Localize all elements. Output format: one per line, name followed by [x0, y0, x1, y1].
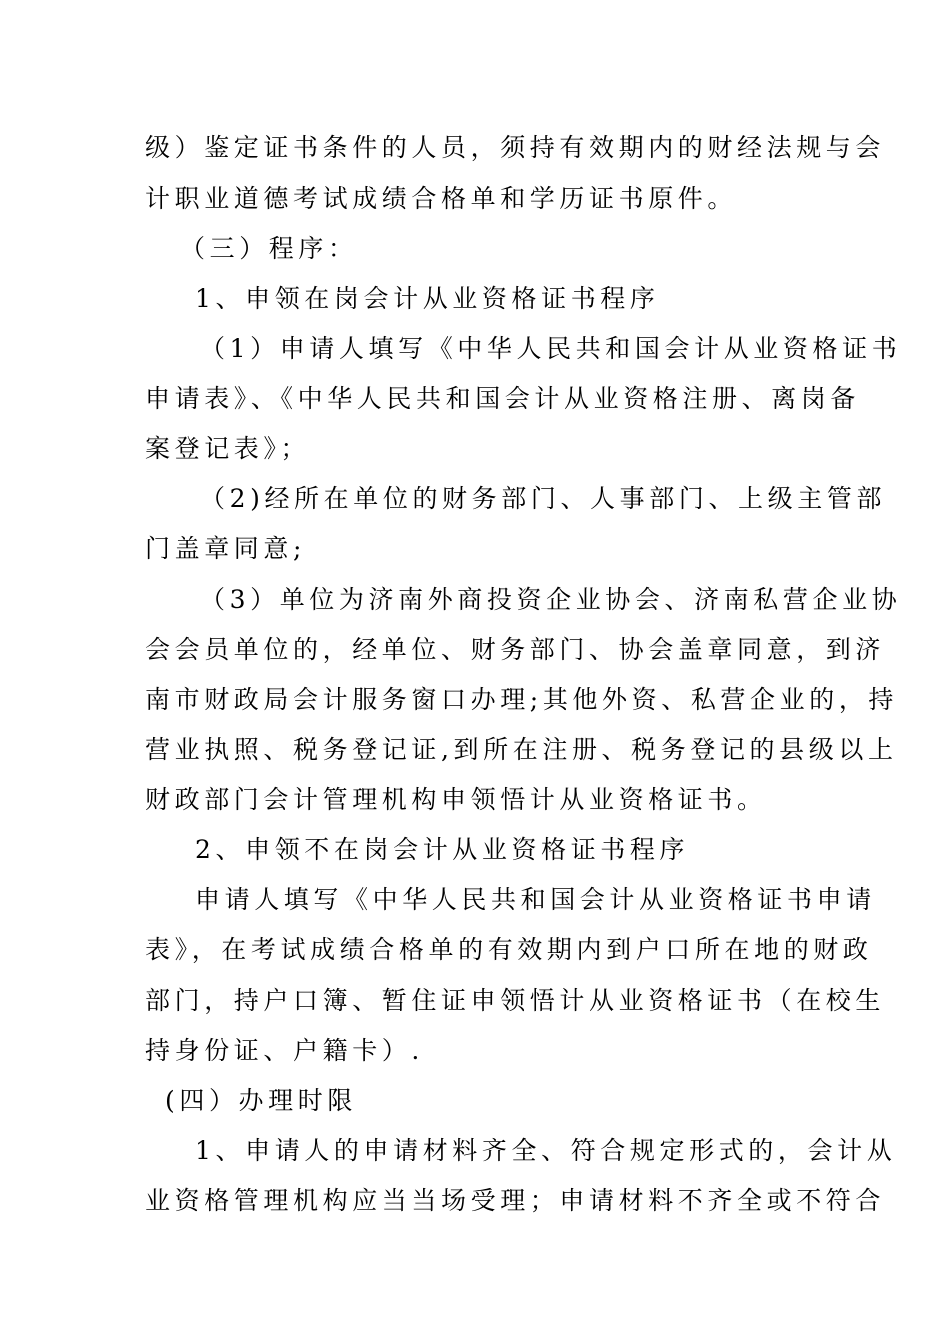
paragraph-line: 案登记表》； — [145, 434, 311, 463]
paragraph-line: 级）鉴定证书条件的人员，须持有效期内的财经法规与会 — [145, 133, 886, 162]
paragraph-line: 申请表》、《中华人民共和国会计从业资格注册、离岗备 — [145, 384, 861, 413]
paragraph-line: 营业执照、税务登记证,到所在注册、税务登记的县级以上 — [145, 735, 898, 764]
paragraph-line: 门盖章同意; — [145, 534, 307, 563]
paragraph-line: （2)经所在单位的财务部门、人事部门、上级主管部 — [200, 484, 887, 513]
paragraph-line: 持身份证、户籍卡）. — [145, 1036, 424, 1065]
paragraph-line: 1、申请人的申请材料齐全、符合规定形式的，会计从 — [195, 1136, 897, 1165]
paragraph-line: 申请人填写《中华人民共和国会计从业资格证书申请 — [195, 885, 876, 914]
paragraph-line: 计职业道德考试成绩合格单和学历证书原件。 — [145, 184, 738, 213]
subsection-heading: 1、申领在岗会计从业资格证书程序 — [195, 284, 660, 313]
paragraph-line: （1）申请人填写《中华人民共和国会计从业资格证书 — [200, 334, 902, 363]
paragraph-line: 部门，持户口簿、暂住证申领悟计从业资格证书（在校生 — [145, 986, 886, 1015]
paragraph-line: （3）单位为济南外商投资企业协会、济南私营企业协 — [200, 585, 902, 614]
paragraph-line: 财政部门会计管理机构申领悟计从业资格证书。 — [145, 785, 767, 814]
paragraph-line: 会会员单位的，经单位、财务部门、协会盖章同意，到济 — [145, 635, 886, 664]
paragraph-line: 业资格管理机构应当当场受理；申请材料不齐全或不符合 — [145, 1186, 886, 1215]
section-heading: (四）办理时限 — [165, 1086, 357, 1115]
paragraph-line: 表》，在考试成绩合格单的有效期内到户口所在地的财政 — [145, 935, 873, 964]
subsection-heading: 2、申领不在岗会计从业资格证书程序 — [195, 835, 690, 864]
section-heading: （三）程序： — [180, 234, 358, 263]
paragraph-line: 南市财政局会计服务窗口办理;其他外资、私营企业的，持 — [145, 685, 899, 714]
